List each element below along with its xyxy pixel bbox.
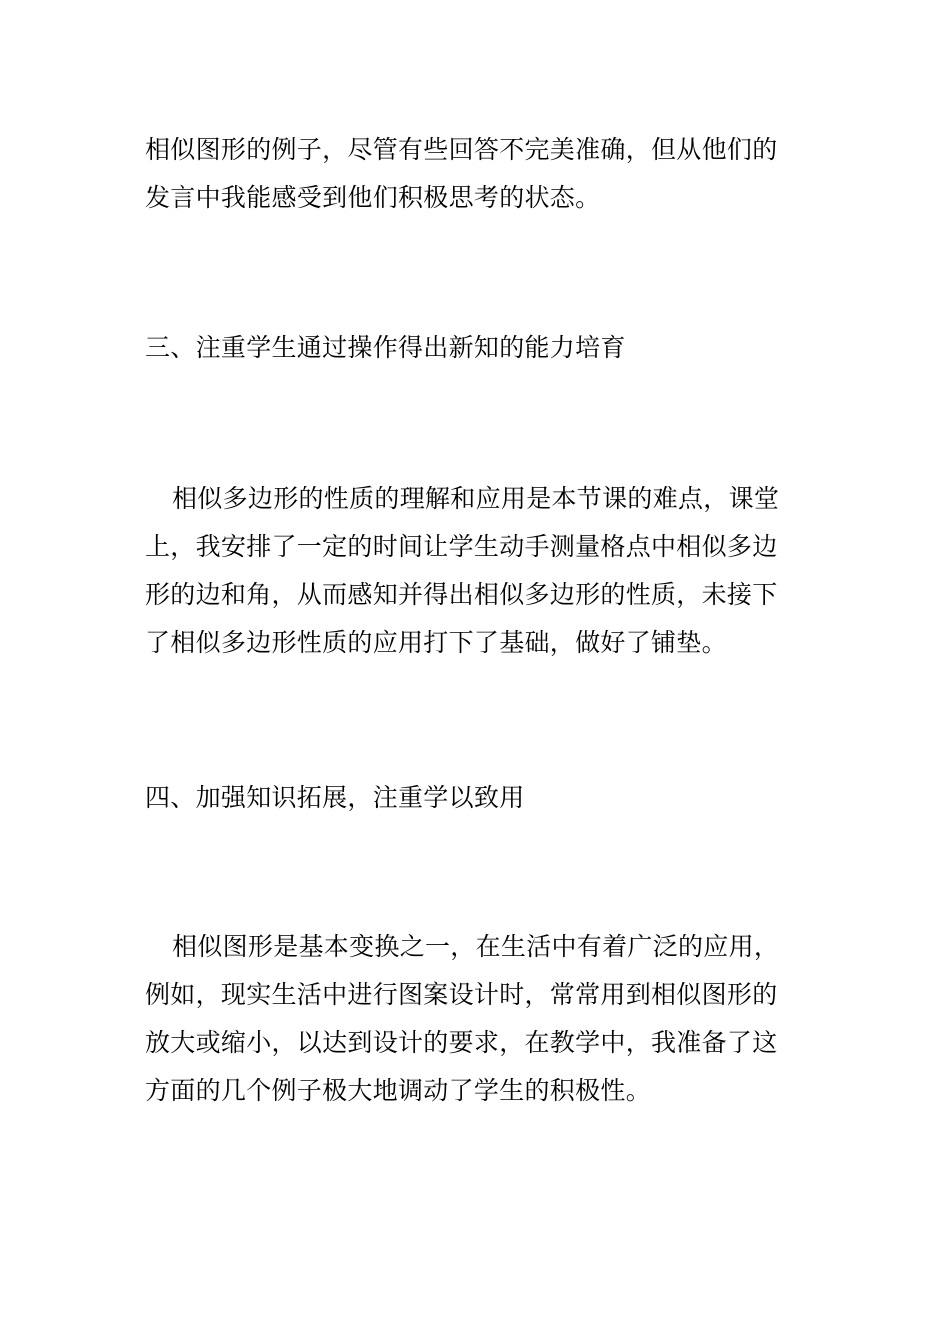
section-heading-3: 三、注重学生通过操作得出新知的能力培育 [145,333,626,362]
section-heading-4: 四、加强知识拓展，注重学以致用 [145,783,525,812]
section-3-paragraph [145,475,810,667]
paragraph-line: 了相似多边形性质的应用打下了基础，做好了铺垫。 [145,628,727,657]
paragraph-line: 发言中我能感受到他们积极思考的状态。 [145,183,601,212]
paragraph-line: 方面的几个例子极大地调动了学生的积极性。 [145,1076,652,1105]
paragraph-line: 相似图形是基本变换之一，在生活中有着广泛的应用， [172,932,780,961]
paragraph-line: 例如，现实生活中进行图案设计时，常常用到相似图形的 [145,980,778,1009]
section-4-paragraph [145,923,810,1115]
paragraph-line: 放大或缩小，以达到设计的要求，在教学中，我准备了这 [145,1028,778,1057]
paragraph-line: 相似图形的例子，尽管有些回答不完美准确，但从他们的 [145,135,778,164]
paragraph-continued [145,126,810,222]
paragraph-line: 形的边和角，从而感知并得出相似多边形的性质，未接下 [145,580,778,609]
paragraph-line: 相似多边形的性质的理解和应用是本节课的难点，课堂 [172,484,780,513]
paragraph-line: 上，我安排了一定的时间让学生动手测量格点中相似多边 [145,532,778,561]
